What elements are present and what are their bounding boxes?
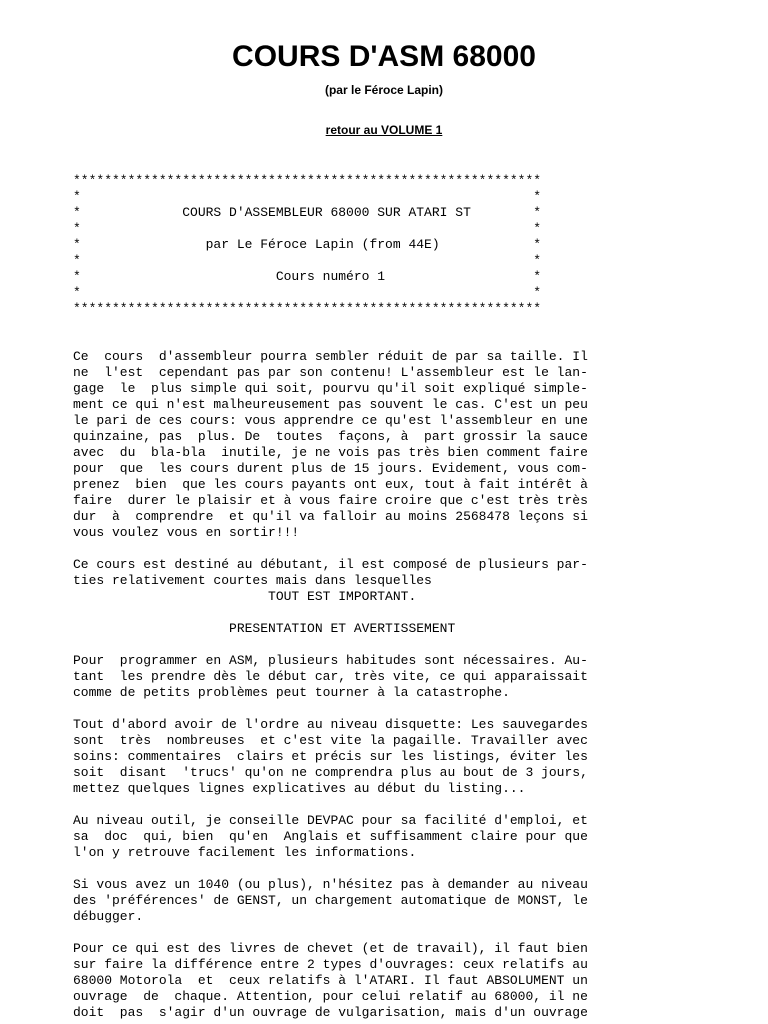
back-link-container [0,122,768,138]
author-byline: (par le Féroce Lapin) [324,83,444,97]
page-title: COURS D'ASM 68000 [232,40,536,73]
back-to-volume-link[interactable]: retour au VOLUME 1 [325,123,443,137]
course-text: ************************************************************ * * * COURS D'ASSEMBLEUR 68000 SUR ATARI ST * * * * par Le Féroce Lapin (from 44E) * * * * Cours numéro 1 * * * ************************************************************ Ce cours d'assembleur pourra sembler réduit de par sa taille. Il ne l'est cependant pas par son contenu! L'assembleur est le lan- gage le plus simple qui soit, pourvu qu'il soit expliqué simple- ment ce qui n'est malheureusement pas souvent le cas. C'est un peu le pari de ces cours: vous apprendre ce qu'est l'assembleur en une quinzaine, pas plus. De toutes façons, à part grossir la sauce avec du bla-bla inutile, je ne vois pas très bien comment faire pour que les cours durent plus de 15 jours. Evidement, vous com- prenez bien que les cours payants ont eux, tout à fait intérêt à faire durer le plaisir et à vous faire croire que c'est très très dur à comprendre et qu'il va falloir au moins 2568478 leçons si vous voulez vous en sortir!!! Ce cours est destiné au débutant, il est composé de plusieurs par- ties relativement courtes mais dans lesquelles TOUT EST IMPORTANT. PRESENTATION ET AVERTISSEMENT Pour programmer en ASM, plusieurs habitudes sont nécessaires. Au- tant les prendre dès le début car, très vite, ce qui apparaissait comme de petits problèmes peut tourner à la catastrophe. Tout d'abord avoir de l'ordre au niveau disquette: Les sauvegardes sont très nombreuses et c'est vite la pagaille. Travailler avec soins: commentaires clairs et précis sur les listings, éviter les soit disant 'trucs' qu'on ne comprendra plus au bout de 3 jours, mettez quelques lignes explicatives au début du listing... Au niveau outil, je conseille DEVPAC pour sa facilité d'emploi, et sa doc qui, bien qu'en Anglais et suffisamment claire pour que l'on y retrouve facilement les informations. Si vous avez un 1040 (ou plus), n'hésitez pas à demander au niveau des 'préférences' de GENST, un chargement automatique de MONST, le débugger. Pour ce qui est des livres de chevet (et de travail), il faut bien sur faire la différence entre 2 types d'ouvrages: ceux relatifs au 68000 Motorola et ceux relatifs à l'ATARI. Il faut ABSOLUMENT un ouvrage de chaque. Attention, pour celui relatif au 68000, il ne doit pas s'agir d'un ouvrage de vulgarisation, mais d'un ouvrage [73,173,588,1020]
